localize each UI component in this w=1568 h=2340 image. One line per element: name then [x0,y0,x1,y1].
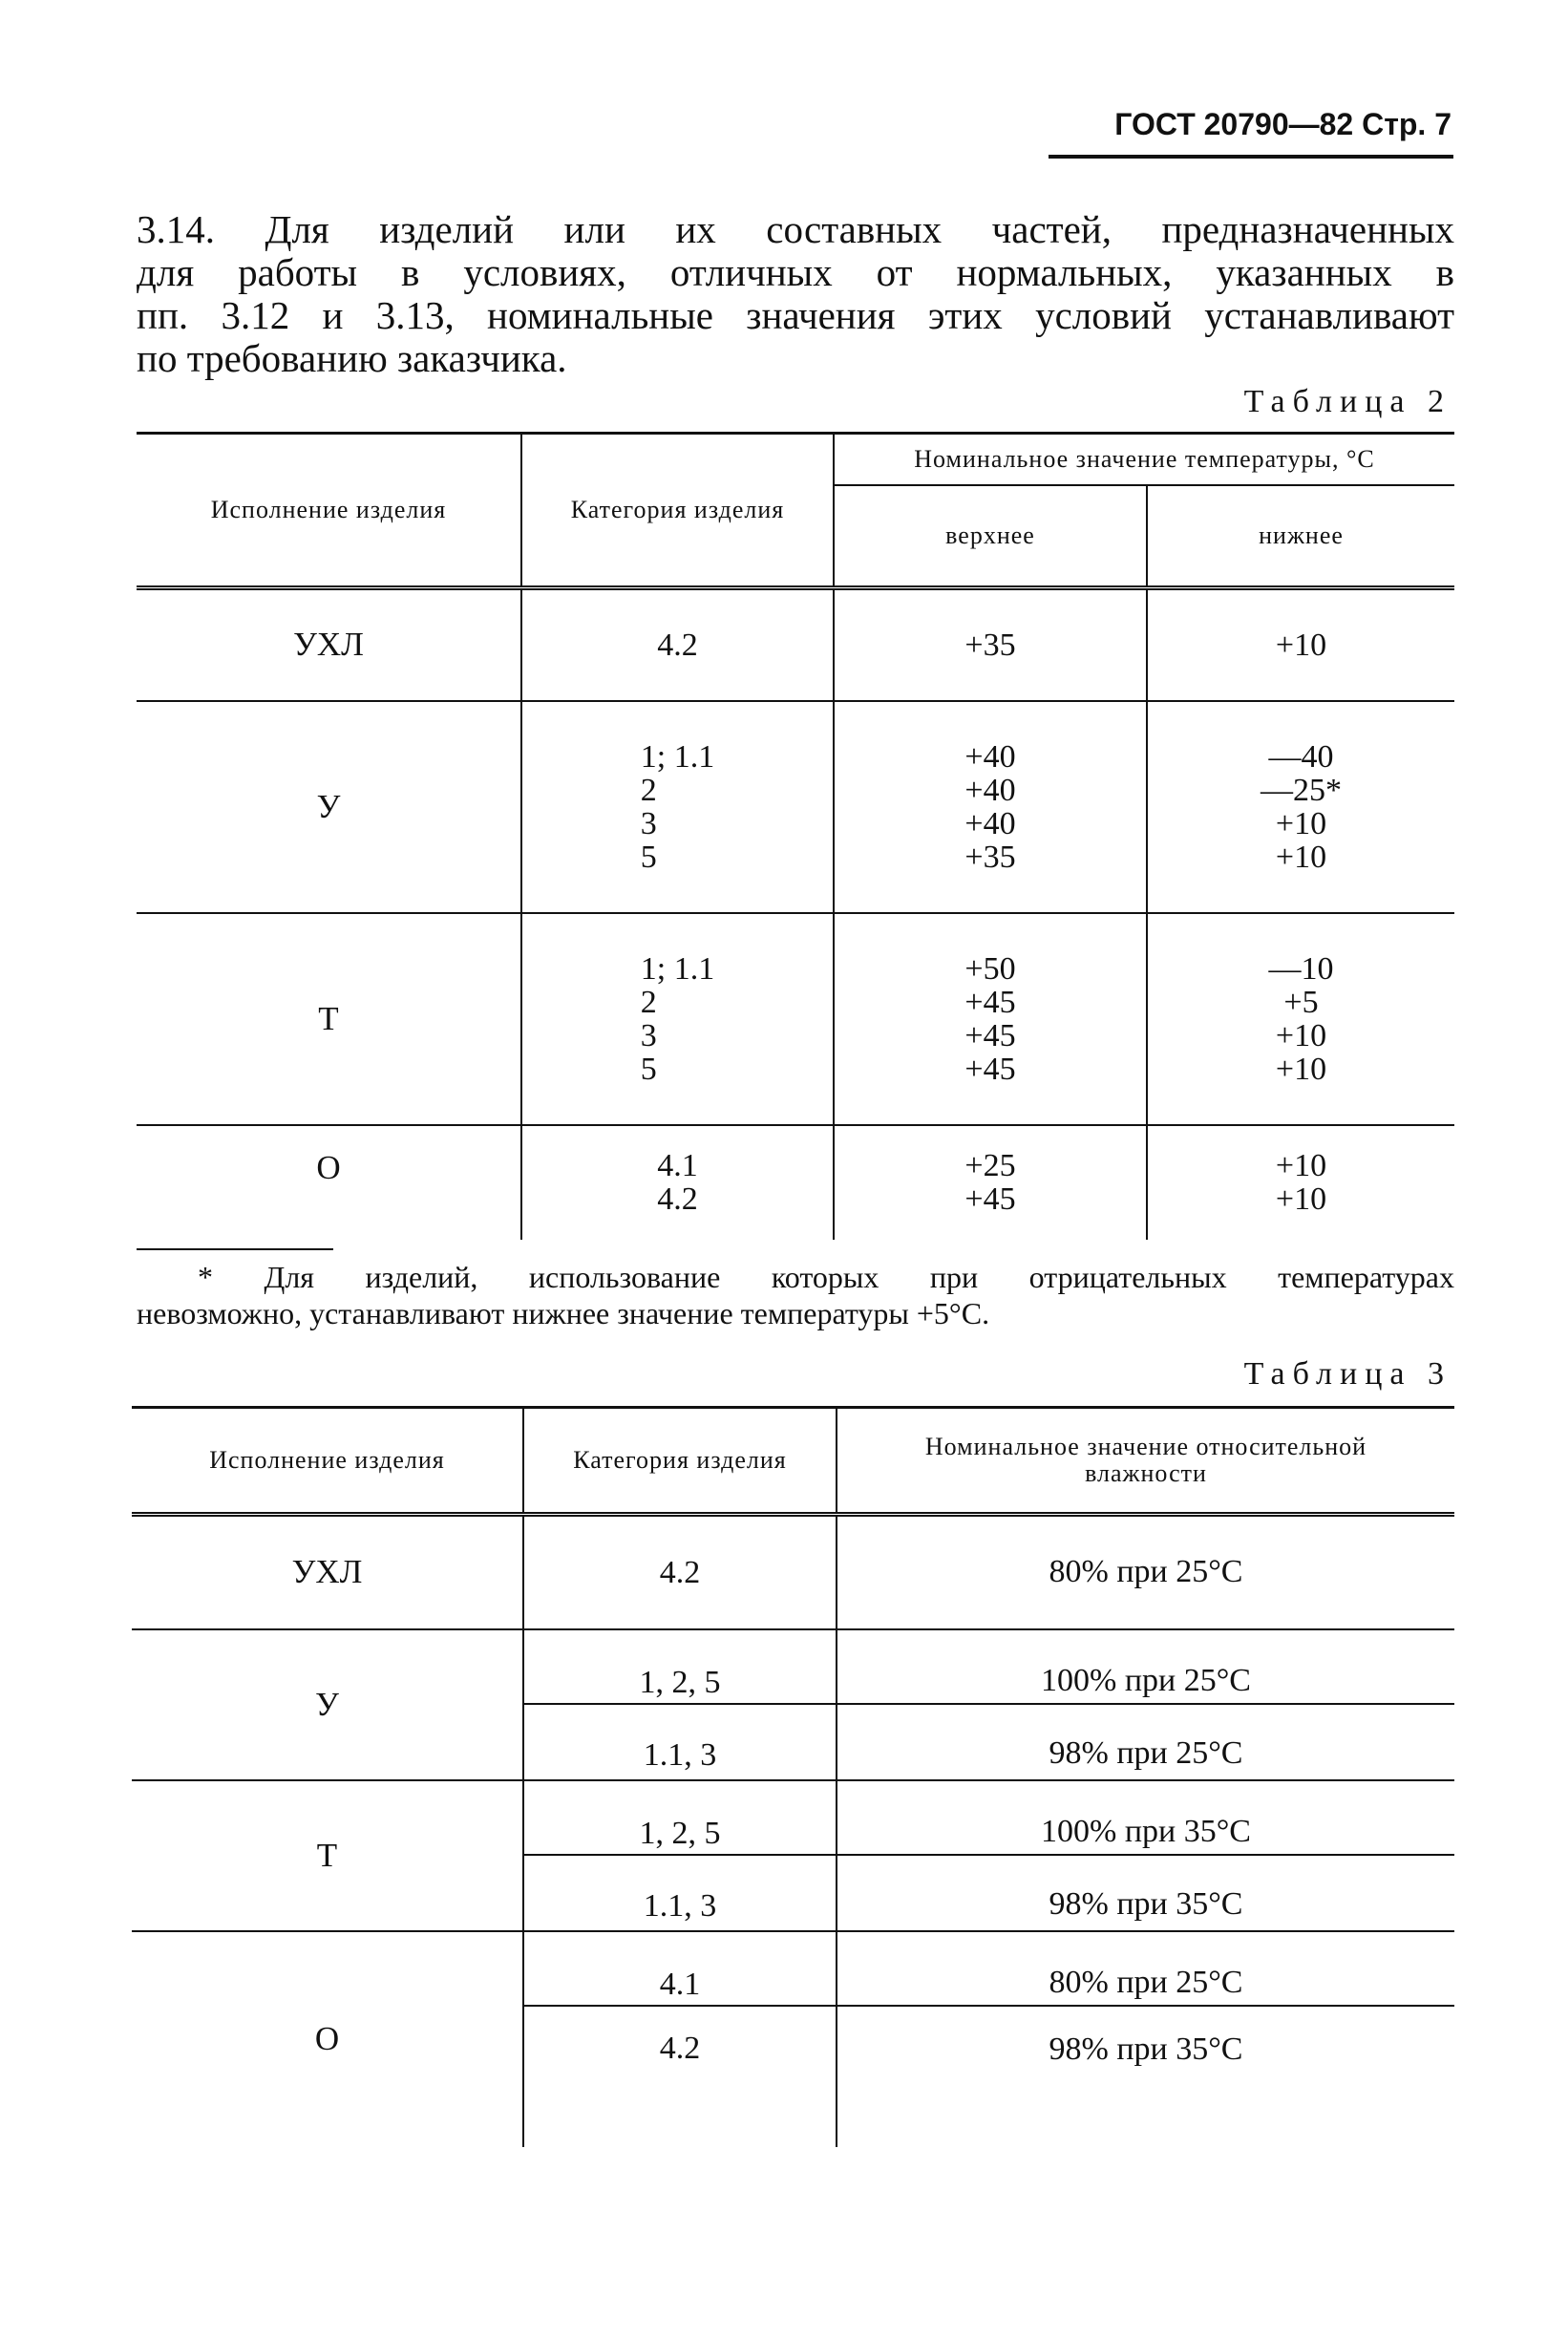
execution-cell: У [132,1629,523,1780]
category-cell: 4.2 [521,588,834,701]
lower-value: +5 [1283,984,1319,1020]
lower-value: +10 [1275,1181,1327,1217]
category-value: 2 [640,984,657,1020]
table2-header-temperature: Номинальное значение температуры, °С [834,434,1454,485]
table-row [132,1931,1454,2006]
upper-value: +40 [964,772,1016,808]
humidity-cell: 100% при 35°С [837,1780,1454,1855]
table-row [137,588,1454,701]
execution-cell: Т [137,913,521,1125]
category-cell: 4.2 [523,1515,837,1629]
execution-cell: О [132,1931,523,2147]
humidity-cell: 80% при 25°С [1049,1554,1243,1590]
humidity-cell: 98% при 25°С [1049,1734,1243,1771]
upper-cell [834,701,1147,913]
page-header: ГОСТ 20790—82 Стр. 7 [1114,107,1451,141]
footnote-rule [137,1248,333,1250]
table-row [132,1629,1454,1704]
table-row [132,1780,1454,1855]
upper-value: +50 [964,950,1016,987]
upper-value: +35 [964,839,1016,875]
table2-caption: Таблица 2 [1243,384,1451,419]
humidity-cell: 80% при 25°С [837,1931,1454,2006]
category-cell [521,1125,834,1240]
paragraph-3-14 [137,208,1454,380]
category-value: 1; 1.1 [640,738,715,775]
table3-header-category: Категория изделия [523,1408,837,1515]
table3-header-humidity: Номинальное значение относительной влажности [924,1433,1367,1487]
execution-cell: У [137,701,521,913]
category-value: 5 [640,1051,657,1087]
table3-header-execution: Исполнение изделия [132,1408,523,1515]
table-row [137,913,1454,1125]
lower-cell [1147,913,1454,1125]
upper-value: +45 [964,1051,1016,1087]
category-value: 2 [640,772,657,808]
upper-cell: +35 [834,588,1147,701]
lower-value: +10 [1275,1017,1327,1053]
category-cell: 4.1 [523,1931,837,2006]
humidity-cell: 98% при 35°С [1049,1885,1243,1922]
category-cell: 1.1, 3 [523,1855,837,1931]
category-value: 3 [640,1017,657,1053]
lower-cell [1147,701,1454,913]
execution-cell: УХЛ [137,588,521,701]
upper-value: +40 [964,738,1016,775]
lower-value: —40 [1268,738,1334,775]
category-value: 1; 1.1 [640,950,715,987]
category-cell [521,913,834,1125]
humidity-cell: 98% при 35°С [1049,2031,1243,2067]
execution-cell: Т [132,1780,523,1931]
table2-header-execution: Исполнение изделия [137,434,521,588]
paragraph-line: для работы в условиях, отличных от нормальных, указанных в [137,250,1454,294]
table3-caption: Таблица 3 [1243,1356,1451,1392]
lower-cell: +10 [1275,627,1327,663]
lower-value: —25* [1261,772,1342,808]
lower-cell [1147,1125,1454,1240]
lower-value: +10 [1275,805,1327,841]
upper-value: +45 [964,984,1016,1020]
footnote-line: * Для изделий, использование которых при отрицательных температурах [198,1260,1454,1294]
lower-value: +10 [1275,1148,1327,1183]
execution-cell: УХЛ [132,1515,523,1629]
upper-cell [834,913,1147,1125]
table2 [137,432,1454,1240]
lower-value: —10 [1268,950,1334,987]
paragraph-line: 3.14. Для изделий или их составных частей, предназначенных [137,207,1454,251]
category-value: 3 [640,805,657,841]
category-cell: 4.2 [523,2006,837,2147]
upper-value: +40 [964,805,1016,841]
category-cell [521,701,834,913]
category-cell: 1, 2, 5 [523,1629,837,1704]
category-cell: 1, 2, 5 [523,1780,837,1855]
upper-value: +45 [964,1181,1016,1217]
category-value: 4.1 [657,1148,698,1183]
table-row [137,701,1454,913]
table2-header-category: Категория изделия [521,434,834,588]
paragraph-line: по требованию заказчика. [137,336,567,380]
lower-value: +10 [1275,1051,1327,1087]
table2-header-lower: нижнее [1259,521,1344,549]
lower-value: +10 [1275,839,1327,875]
upper-value: +25 [964,1148,1016,1183]
execution-cell: О [137,1125,521,1240]
footnote-line: невозможно, устанавливают нижнее значение температуры +5°С. [137,1296,990,1330]
humidity-cell: 100% при 25°С [837,1629,1454,1704]
paragraph-line: пп. 3.12 и 3.13, номинальные значения этих условий устанавливают [137,293,1454,337]
category-value: 4.2 [657,1181,698,1217]
table-row [132,1515,1454,1629]
table-row [137,1125,1454,1240]
table2-footnote [137,1259,1454,1331]
upper-value: +45 [964,1017,1016,1053]
table2-header-upper: верхнее [834,485,1147,588]
category-cell: 1.1, 3 [523,1704,837,1780]
table3 [132,1406,1454,2147]
upper-cell [834,1125,1147,1240]
category-value: 5 [640,839,657,875]
header-rule [1049,155,1453,159]
